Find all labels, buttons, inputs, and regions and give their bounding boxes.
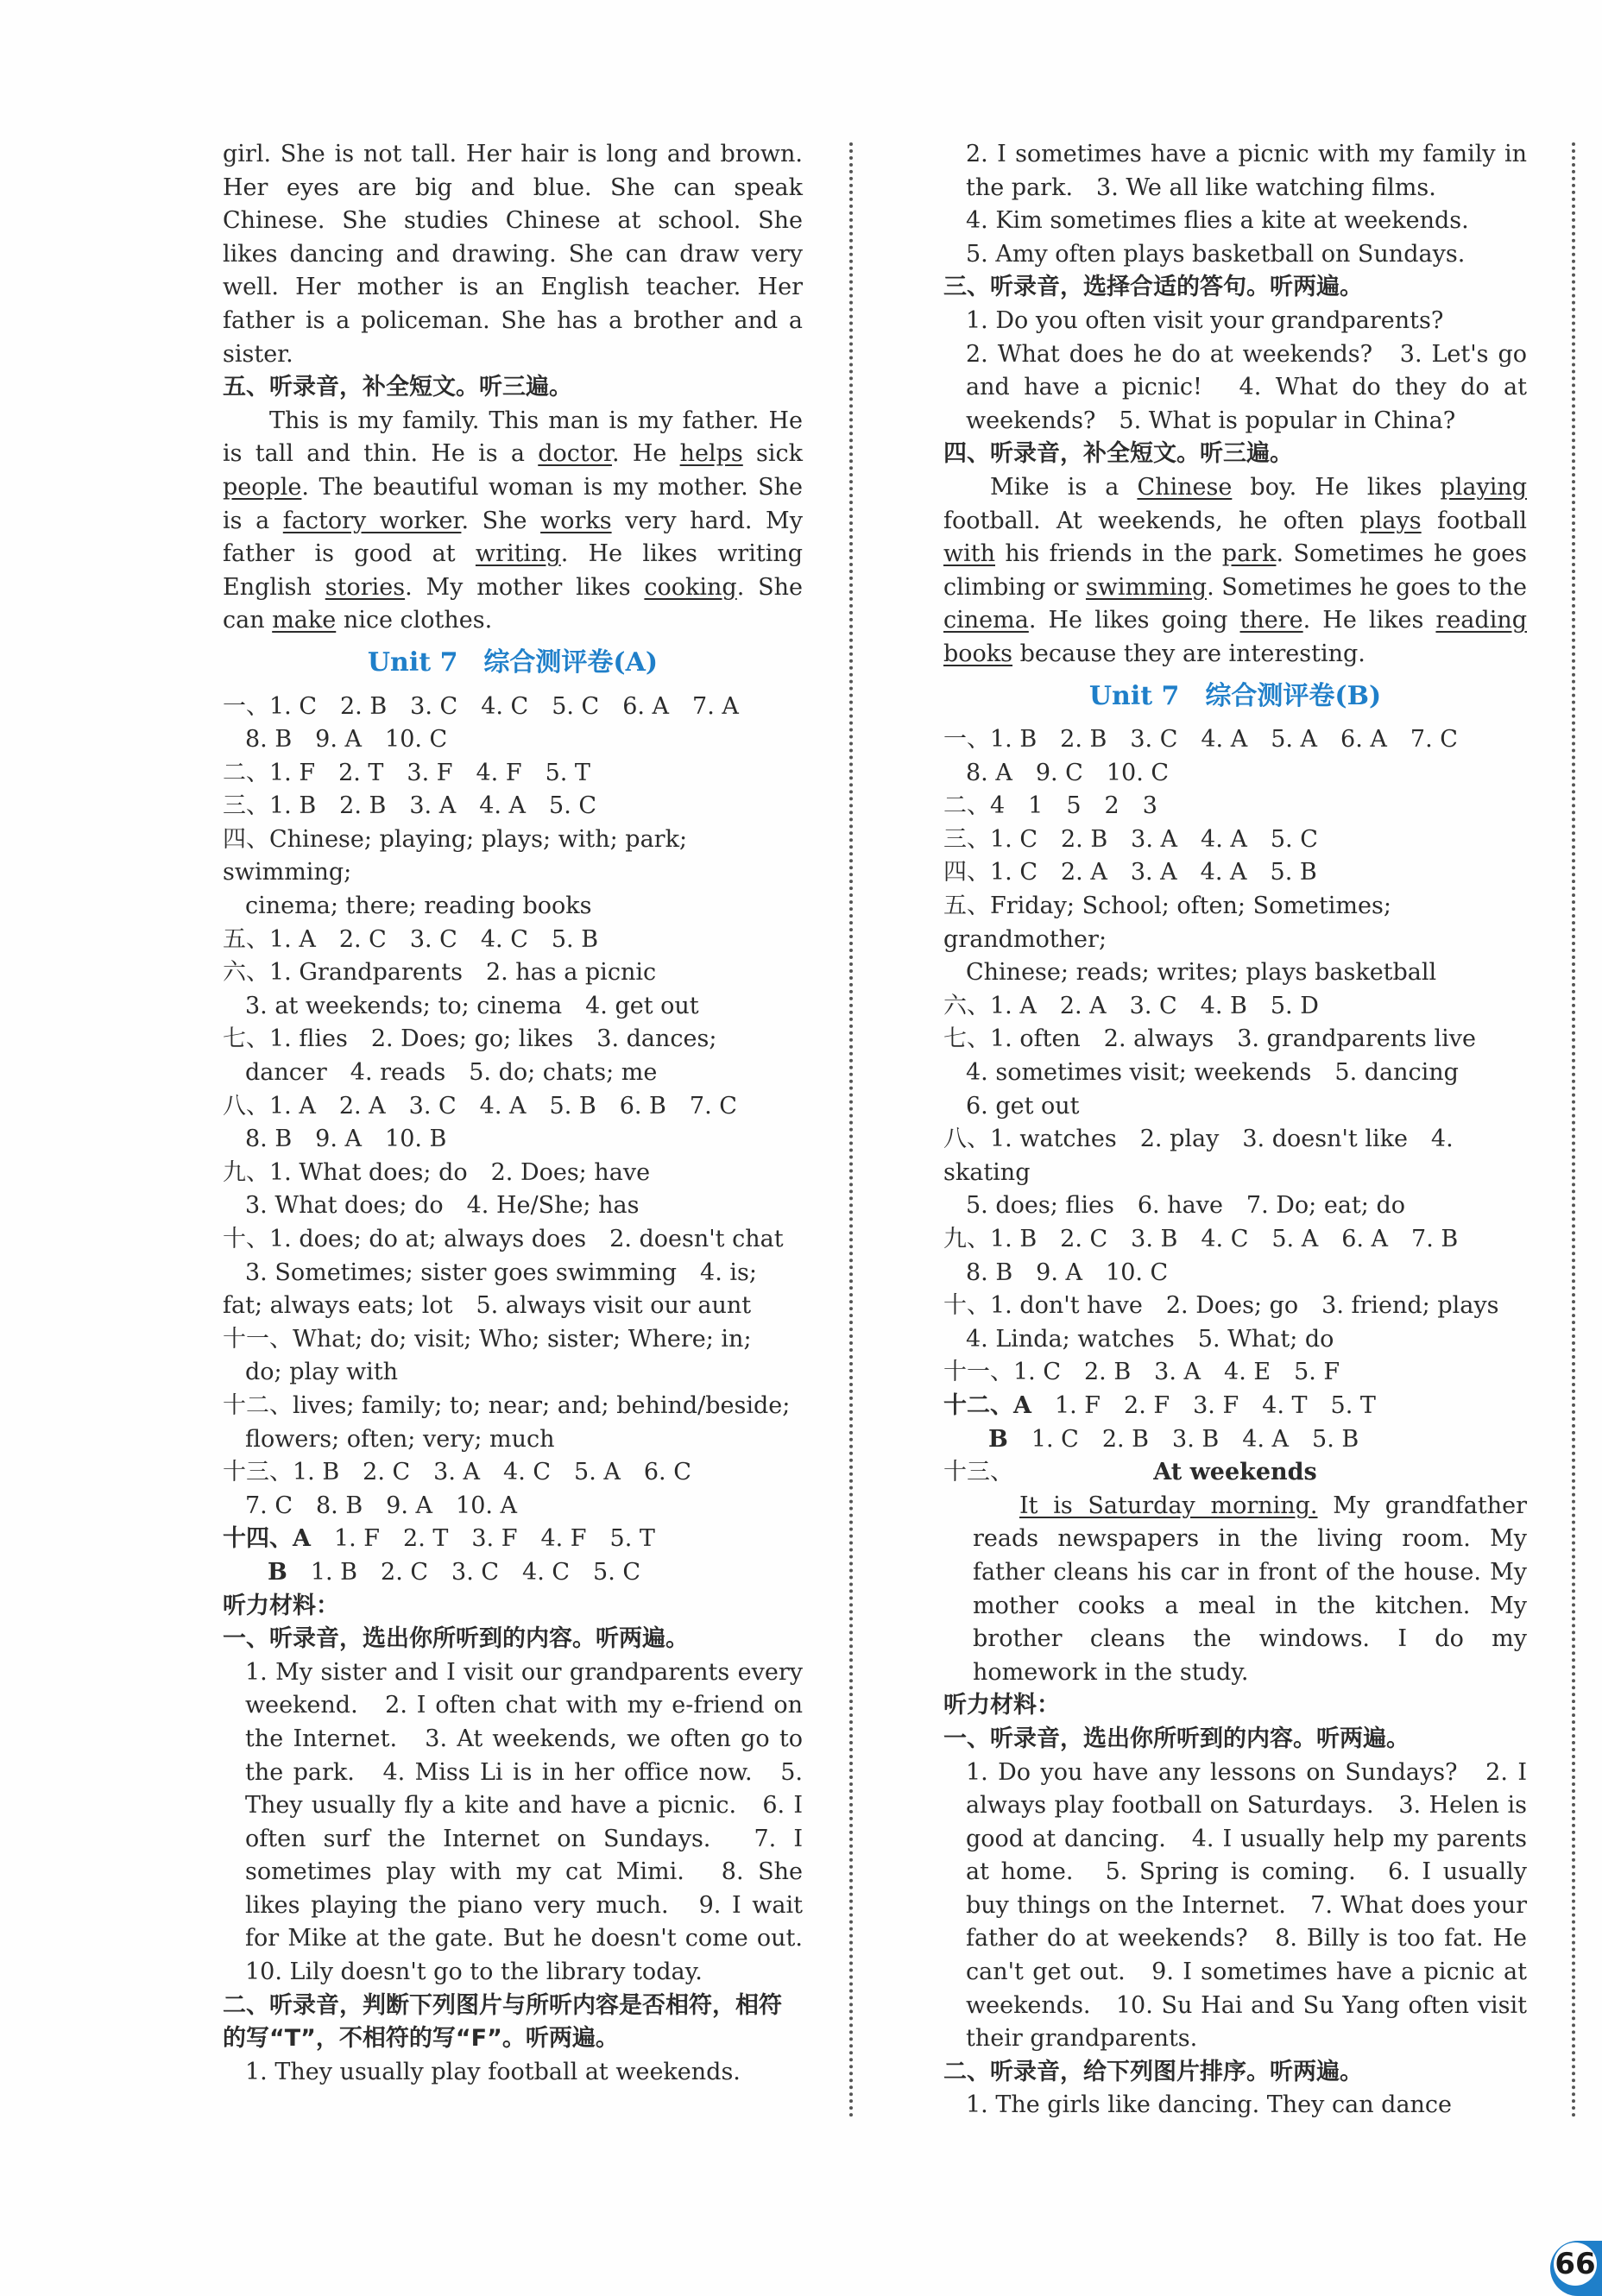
answer-line: 十一、1. C 2. B 3. A 4. E 5. F: [943, 1359, 1340, 1386]
answer-line: Chinese; reads; writes; plays basketball: [966, 959, 1437, 987]
unit-title: Unit 7 综合测评卷(A): [367, 647, 659, 678]
answer-line: 4. Linda; watches 5. What; do: [966, 1325, 1334, 1353]
answer-line: 四、1. C 2. A 3. A 4. A 5. B: [943, 859, 1317, 886]
section-heading: 五、听录音，补全短文。听三遍。: [223, 374, 572, 401]
answer-line: 8. B 9. A 10. C: [966, 1258, 1169, 1286]
section-heading: 四、听录音，补全短文。听三遍。: [943, 440, 1293, 468]
answer-line: 三、1. B 2. B 3. A 4. A 5. C: [223, 792, 597, 820]
answer-line: 3. What does; do 4. He/She; has: [245, 1192, 640, 1220]
section-heading: 一、听录音，选出你所听到的内容。听两遍。: [223, 1625, 689, 1653]
listening-title: 听力材料：: [223, 1592, 339, 1619]
section-heading: 二、听录音，给下列图片排序。听两遍。: [943, 2058, 1363, 2085]
answer-line: do; play with: [245, 1359, 399, 1386]
cloze-passage: This is my family. This man is my father. He is tall and thin. He is a doctor. He helps sick people. The beautiful woman is my mother. She is a factory worker. She works very hard. My father is good at writing. He likes writing English stories. My mother likes cooking. She can make nice clothes.: [223, 407, 804, 634]
answer-line: cinema; there; reading books: [245, 893, 592, 920]
answer-line: 十、1. does; do at; always does 2. doesn't chat: [223, 1226, 784, 1252]
answer-line: 4. sometimes visit; weekends 5. dancing: [966, 1059, 1459, 1087]
answer-line: 5. does; flies 6. have 7. Do; eat; do: [966, 1192, 1406, 1220]
answer-line: B 1. B 2. C 3. C 4. C 5. C: [268, 1558, 641, 1586]
answer-line: 7. C 8. B 9. A 10. A: [245, 1492, 518, 1519]
answer-line: flowers; often; very; much: [245, 1425, 555, 1453]
answer-line: 九、1. B 2. C 3. B 4. C 5. A 6. A 7. B: [943, 1226, 1459, 1252]
listening-text: 5. Amy often plays basketball on Sundays.: [966, 240, 1466, 268]
answer-line: 八、1. A 2. A 3. C 4. A 5. B 6. B 7. C: [223, 1092, 737, 1120]
answer-line: 十三、: [943, 1459, 1013, 1486]
listening-text: 1. The girls like dancing. They can dance: [966, 2091, 1453, 2119]
essay-title: At weekends: [1153, 1459, 1317, 1486]
answer-line: 五、Friday; School; often; Sometimes; grandmother;: [943, 893, 1391, 953]
answer-line: 二、1. F 2. T 3. F 4. F 5. T: [223, 759, 590, 786]
column-divider: [849, 142, 853, 2119]
section-heading: 三、听录音，选择合适的答句。听两遍。: [943, 274, 1363, 301]
listening-text: 1. Do you often visit your grandparents?: [966, 306, 1444, 334]
answer-line: 十一、What; do; visit; Who; sister; Where; in;: [223, 1325, 752, 1353]
answer-line: 十、1. don't have 2. Does; go 3. friend; plays: [943, 1292, 1499, 1320]
listening-text: 2. I sometimes have a picnic with my family in the park. 3. We all like watching films.: [966, 141, 1527, 201]
listening-text: 1. My sister and I visit our grandparents every weekend. 2. I often chat with my e-friend on the Internet. 3. At weekends, we often go to the park. 4. Miss Li is in her office now. 5. They usually fly a kite and have a picnic. 6. I often surf the Internet on Sundays. 7. I sometimes play with my cat Mimi. 8. She likes playing the piano very much. 9. I wait for Mike at the gate. But he doesn't come out. 10. Lily doesn't go to the library today.: [245, 1658, 826, 1986]
answer-line: 8. A 9. C 10. C: [966, 759, 1170, 786]
left-column: [223, 138, 826, 2089]
section-heading: 一、听录音，选出你所听到的内容。听两遍。: [943, 1725, 1410, 1752]
answer-line: 8. B 9. A 10. B: [245, 1126, 447, 1153]
answer-line: 二、4 1 5 2 3: [943, 792, 1157, 820]
page-number: 66: [1554, 2242, 1597, 2286]
answer-line: 七、1. often 2. always 3. grandparents live: [943, 1025, 1476, 1053]
passage-1: girl. She is not tall. Her hair is long and brown. Her eyes are big and blue. She can speak Chinese. She studies Chinese at school. She likes dancing and drawing. She can draw very well. Her mother is an English teacher. Her father is a policeman. She has a brother and a sister.: [223, 141, 803, 368]
cloze-passage: Mike is a Chinese boy. He likes playing football. At weekends, he often plays football with his friends in the park. Sometimes he goes climbing or swimming. Sometimes he goes to the cinema. He likes going there. He likes reading books because they are interesting.: [943, 473, 1528, 667]
answer-line: 三、1. C 2. B 3. A 4. A 5. C: [943, 825, 1318, 853]
answer-line: 3. at weekends; to; cinema 4. get out: [245, 992, 699, 1019]
page-number-badge: [1550, 2241, 1602, 2296]
right-column: [943, 138, 1527, 2123]
answer-line: 3. Sometimes; sister goes swimming 4. is;: [245, 1258, 757, 1286]
answer-line: 8. B 9. A 10. C: [245, 726, 448, 754]
listening-text: 4. Kim sometimes flies a kite at weekends.: [966, 207, 1469, 235]
answer-line: 六、1. Grandparents 2. has a picnic: [223, 959, 657, 987]
answer-line: 十四、A 1. F 2. T 3. F 4. F 5. T: [223, 1525, 655, 1553]
unit-title: Unit 7 综合测评卷(B): [1088, 680, 1382, 711]
answer-line: 十二、A 1. F 2. F 3. F 4. T 5. T: [943, 1391, 1376, 1419]
listening-text: 1. They usually play football at weekends.: [245, 2058, 741, 2085]
listening-title: 听力材料：: [943, 1692, 1060, 1719]
answer-line: 八、1. watches 2. play 3. doesn't like 4. skating: [943, 1126, 1454, 1186]
listening-text: 1. Do you have any lessons on Sundays? 2. I always play football on Saturdays. 3. Helen is good at dancing. 4. I usually help my parents at home. 5. Spring is coming. 6. I usually buy things on the Internet. 7. What does your father do at weekends? 8. Billy is too fat. He can't get out. 9. I sometimes have a picnic at weekends. 10. Su Hai and Su Yang often visit their grandparents.: [966, 1758, 1527, 2053]
listening-text: 2. What does he do at weekends? 3. Let's go and have a picnic! 4. What do they do at weekends? 5. What is popular in China?: [966, 340, 1527, 434]
answer-line: 五、1. A 2. C 3. C 4. C 5. B: [223, 925, 599, 953]
section-heading: 二、听录音，判断下列图片与所听内容是否相符，相符的写“T”，不相符的写“F”。听两遍。: [223, 1991, 782, 2053]
answer-line: 六、1. A 2. A 3. C 4. B 5. D: [943, 992, 1319, 1019]
answer-line: 十二、lives; family; to; near; and; behind/beside;: [223, 1391, 791, 1419]
essay-text: It is Saturday morning. My grandfather reads newspapers in the living room. My father cleans his car in front of the house. My mother cooks a meal in the kitchen. My brother cleans the windows. I do my homework in the study.: [973, 1492, 1527, 1686]
answer-line: 四、Chinese; playing; plays; with; park; swimming;: [223, 825, 688, 886]
answer-line: 九、1. What does; do 2. Does; have: [223, 1158, 651, 1186]
answer-line: B 1. C 2. B 3. B 4. A 5. B: [988, 1425, 1359, 1453]
answer-line: 七、1. flies 2. Does; go; likes 3. dances;: [223, 1025, 717, 1053]
answer-line: fat; always eats; lot 5. always visit our aunt: [223, 1292, 752, 1320]
answer-line: 一、1. B 2. B 3. C 4. A 5. A 6. A 7. C: [943, 726, 1458, 754]
answer-line: 一、1. C 2. B 3. C 4. C 5. C 6. A 7. A: [223, 692, 739, 720]
answer-line: dancer 4. reads 5. do; chats; me: [245, 1059, 658, 1087]
answer-line: 6. get out: [966, 1092, 1080, 1120]
right-margin-divider: [1572, 142, 1575, 2119]
answer-line: 十三、1. B 2. C 3. A 4. C 5. A 6. C: [223, 1459, 691, 1486]
